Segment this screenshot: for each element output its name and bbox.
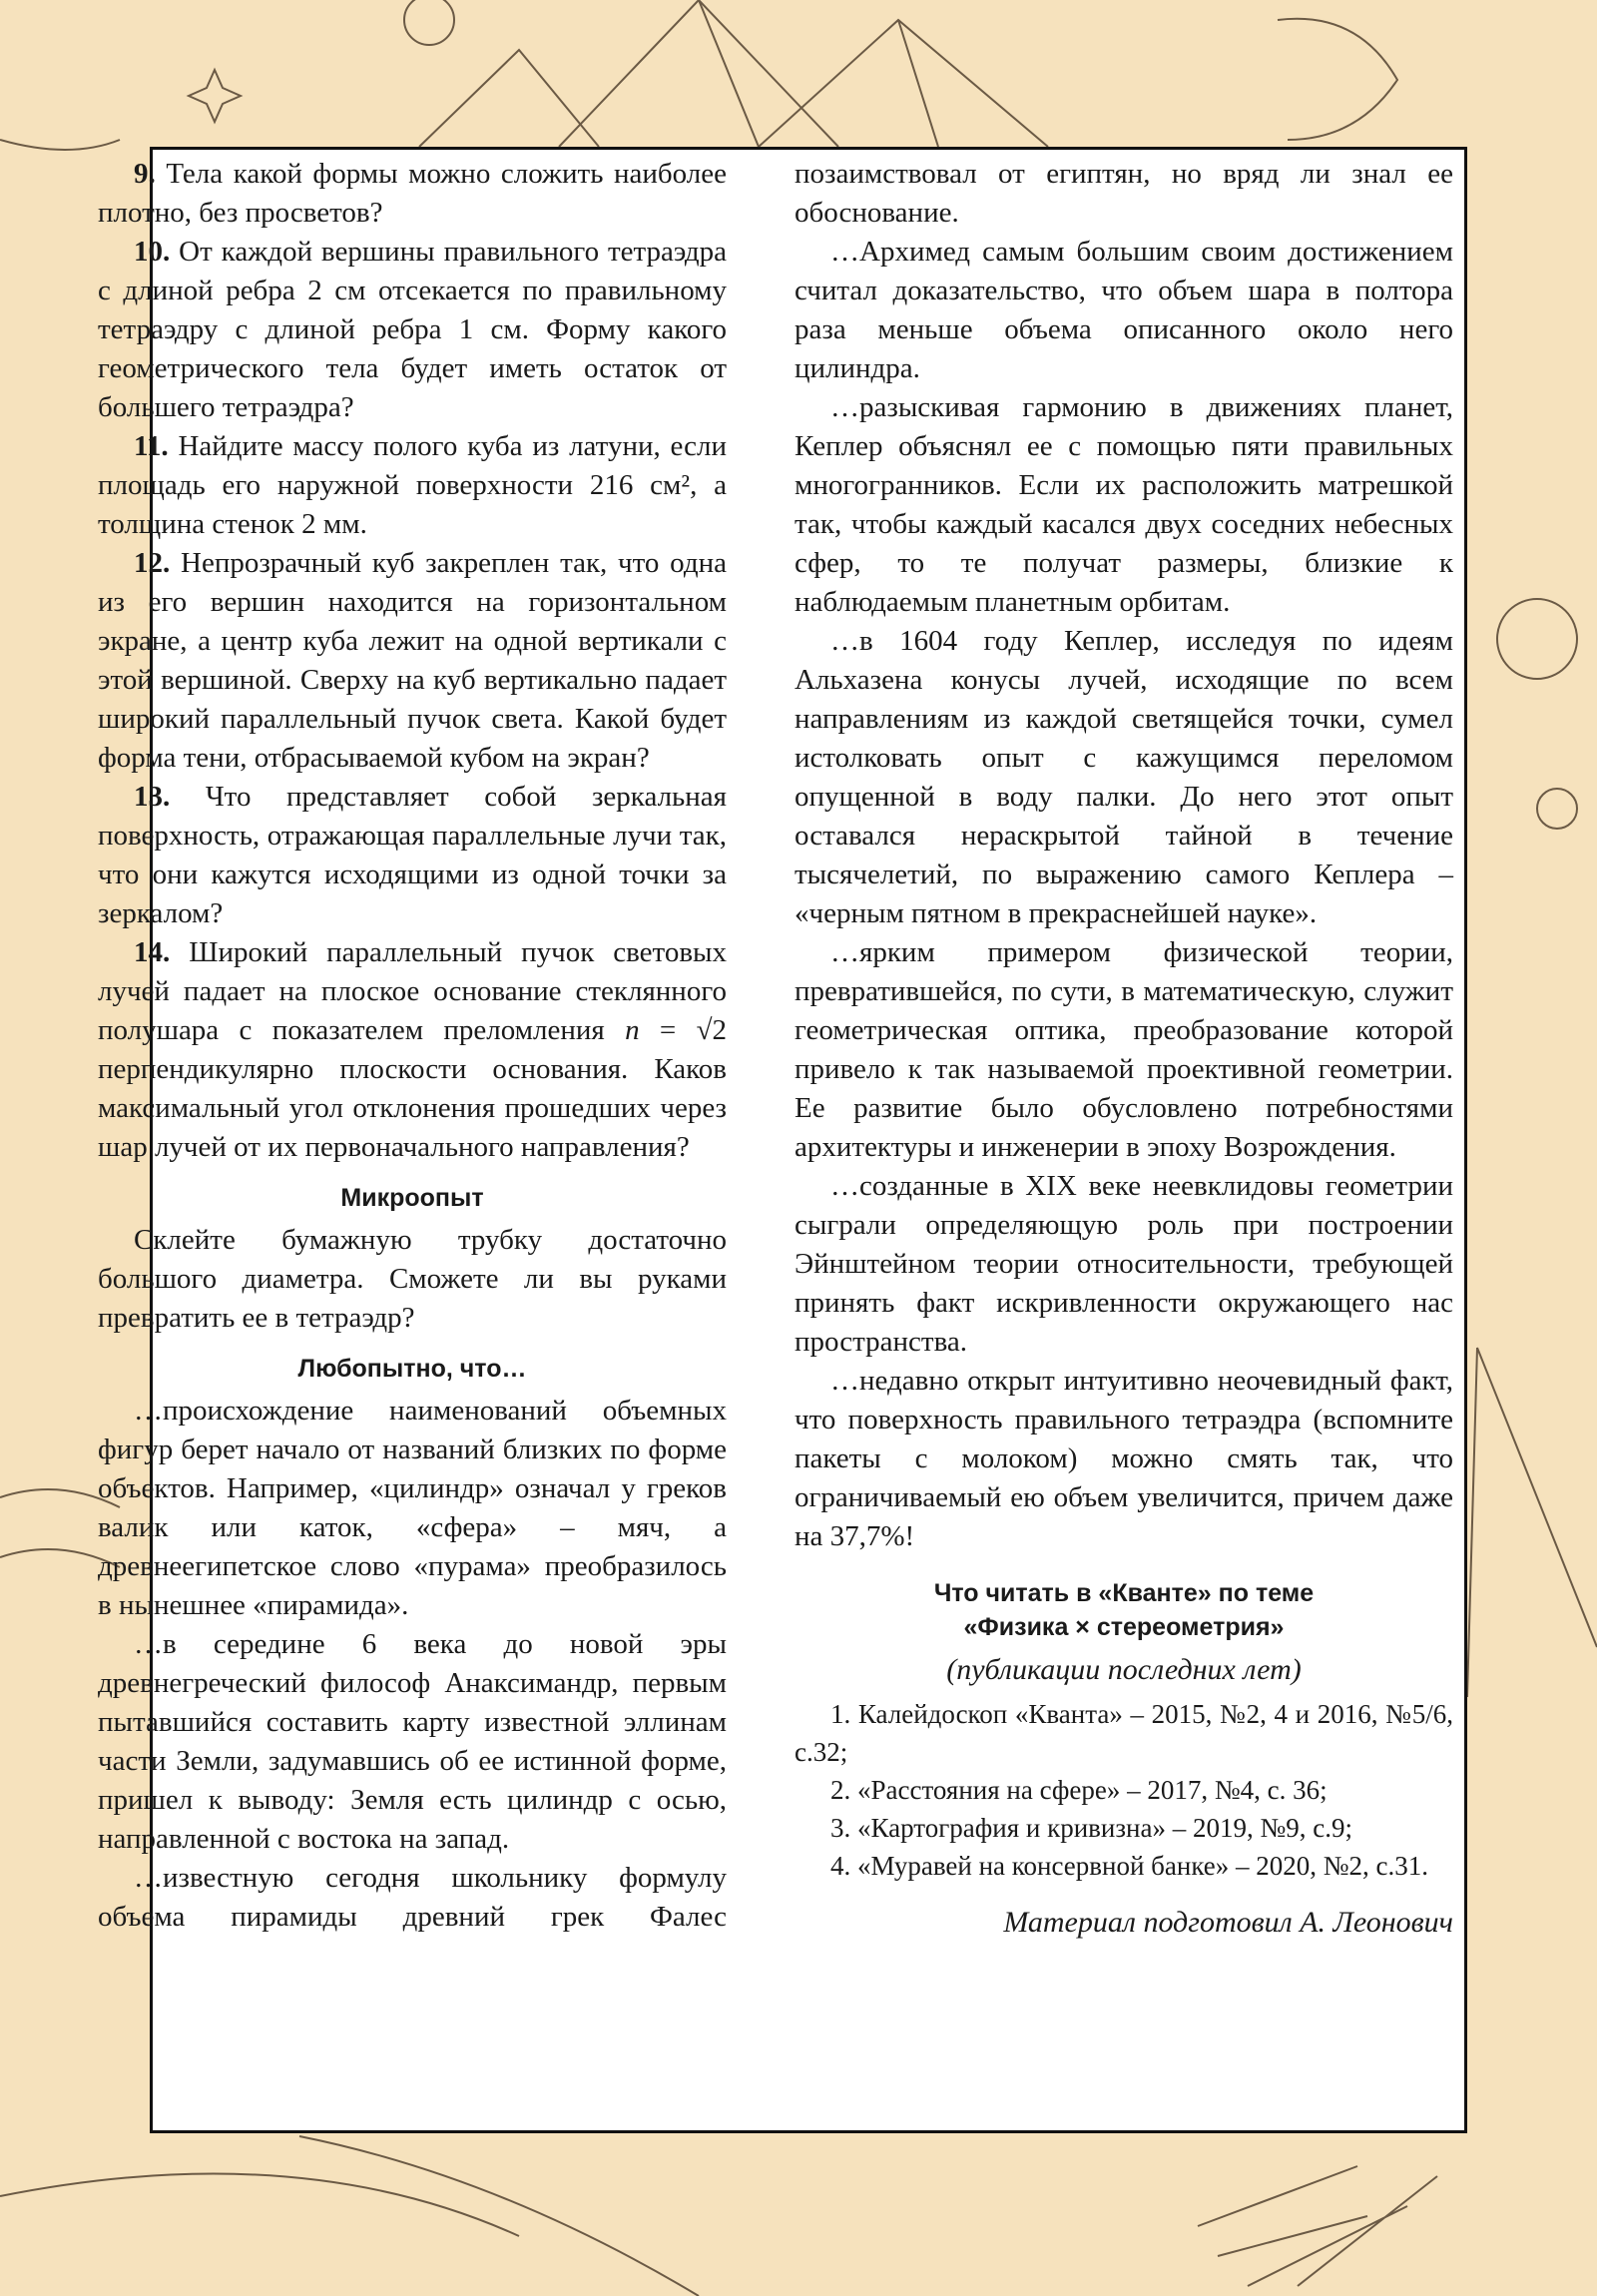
curious-paragraph: …Архимед самым большим своим достижением считал доказательство, что объем шара в полтора раза меньше объема описанного около него цилиндра. xyxy=(795,236,1453,384)
author-signature: Материал подготовил А. Леонович xyxy=(1003,1906,1453,1939)
problem-13: 13. Что представляет собой зеркальная поверхность, отражающая параллельные лучи так, что они кажутся исходящими из одной точки за зеркалом? xyxy=(98,781,728,929)
continuation-paragraph: позаимствовал от египтян, но вряд ли знал ее обоснование. xyxy=(795,158,1453,229)
left-column xyxy=(98,147,728,1933)
cone-sketch xyxy=(1467,1348,1597,1697)
curious-paragraph: …ярким примером физической теории, превратившейся, по сути, в математическую, служит геометрическая оптика, преобразование которой привело к так называемой проективной геометрии. Ее развитие было обусловлено потребностями архитектуры и инженерии в эпоху Возрождения. xyxy=(795,936,1453,1163)
problem-14: 14. Широкий параллельный пучок световых лучей падает на плоское основание стеклянного полушара с показателем преломления n = √2 перпендикулярно плоскости основания. Каков максимальный угол отклонения прошедших через шар лучей от их первоначального направления? xyxy=(98,936,727,1163)
planet-sketch xyxy=(404,0,454,45)
cherry-sketch xyxy=(1497,599,1577,679)
curious-paragraph: …созданные в XIX веке неевклидовы геометрии сыграли определяющую роль при построении Эйнштейном теории относительности, требующей принять факт искривленности окружающего нас пространства. xyxy=(795,1170,1453,1358)
curious-heading: Любопытно, что… xyxy=(297,1355,527,1383)
star-sketch xyxy=(189,70,241,122)
curious-paragraph: …происхождение наименований объемных фигур берет начало от названий близких по форме объектов. Например, «цилиндр» означал у греков валик или каток, «сфера» – мяч, а древнеегипетское слово «пурама» преобразилось в нынешнее «пирамида». xyxy=(98,1395,727,1621)
reading-item: 1. Калейдоскоп «Кванта» – 2015, №2, 4 и 2016, №5/6, с.32; xyxy=(795,1699,1453,1767)
microexperiment-text: Склейте бумажную трубку достаточно большого диаметра. Сможете ли вы руками превратить ее в тетраэдр? xyxy=(98,1224,727,1334)
reading-heading: Что читать в «Кванте» по теме «Физика × стереометрия» xyxy=(933,1579,1315,1641)
problem-11: 11. Найдите массу полого куба из латуни, если площадь его наружной поверхности 216 см², а толщина стенок 2 мм. xyxy=(98,430,728,540)
reading-item: 2. «Расстояния на сфере» – 2017, №4, с. 36; xyxy=(830,1775,1328,1805)
matches-sketch xyxy=(1198,2166,1437,2286)
microexperiment-heading: Микроопыт xyxy=(340,1184,484,1212)
scroll-sketch xyxy=(1278,19,1397,140)
curious-paragraph: …недавно открыт интуитивно неочевидный факт, что поверхность правильного тетраэдра (вспомните пакеты с молоком) можно смять так, что ограничиваемый ею объем увеличится, причем даже на 37,7%! xyxy=(795,1365,1453,1552)
reading-list xyxy=(795,1695,1453,1885)
pyramids-sketch xyxy=(419,0,1048,147)
reading-item: 4. «Муравей на консервной банке» – 2020, №2, с.31. xyxy=(830,1851,1429,1881)
curious-paragraph: …в 1604 году Кеплер, исследуя по идеям Альхазена конусы лучей, исходящие по всем направлениям из каждой светящейся точки, сумел истолковать опыт с кажущимся переломом опущенной в воду палки. До него этот опыт оставался нераскрытой тайной в течение тысячелетий, по выражению самого Кеплера – «черным пятном в прекраснейшей науке». xyxy=(795,625,1453,929)
problem-12: 12. Непрозрачный куб закреплен так, что одна из его вершин находится на горизонтальном экране, а центр куба лежит на одной вертикали с этой вершиной. Сверху на куб вертикально падает широкий параллельный пучок света. Какой будет форма тени, отбрасываемой кубом на экран? xyxy=(98,547,727,774)
curious-paragraph: …известную сегодня школьнику формулу объема пирамиды древний грек Фалес xyxy=(98,1862,727,1933)
problem-9: 9. Тела какой формы можно сложить наиболее плотно, без просветов? xyxy=(98,158,728,229)
curious-paragraph: …разыскивая гармонию в движениях планет, Кеплер объяснял ее с помощью пяти правильных многогранников. Если их расположить матрешкой так, чтобы каждый касался двух соседних небесных сфер, то те получат размеры, близкие к наблюдаемым планетным орбитам. xyxy=(795,391,1453,618)
bubble-sketch xyxy=(1537,789,1577,829)
problem-10: 10. От каждой вершины правильного тетраэдра с длиной ребра 2 см отсекается по правильному тетраэдру с длиной ребра 1 см. Форму какого геометрического тела будет иметь остаток от большего тетраэдра? xyxy=(98,236,727,423)
reading-subtitle: (публикации последних лет) xyxy=(946,1653,1302,1686)
right-column xyxy=(795,147,1453,1939)
reading-item: 3. «Картография и кривизна» – 2019, №9, с.9; xyxy=(830,1813,1352,1843)
paper-roll-sketch xyxy=(0,2136,699,2296)
curious-paragraph: …в середине 6 века до новой эры древнегреческий философ Анаксимандр, первым пытавшийся составить карту известной эллинам части Земли, задумавшись об ее истинной форме, пришел к выводу: Земля есть цилиндр с осью, направленной с востока на запад. xyxy=(98,1628,727,1855)
